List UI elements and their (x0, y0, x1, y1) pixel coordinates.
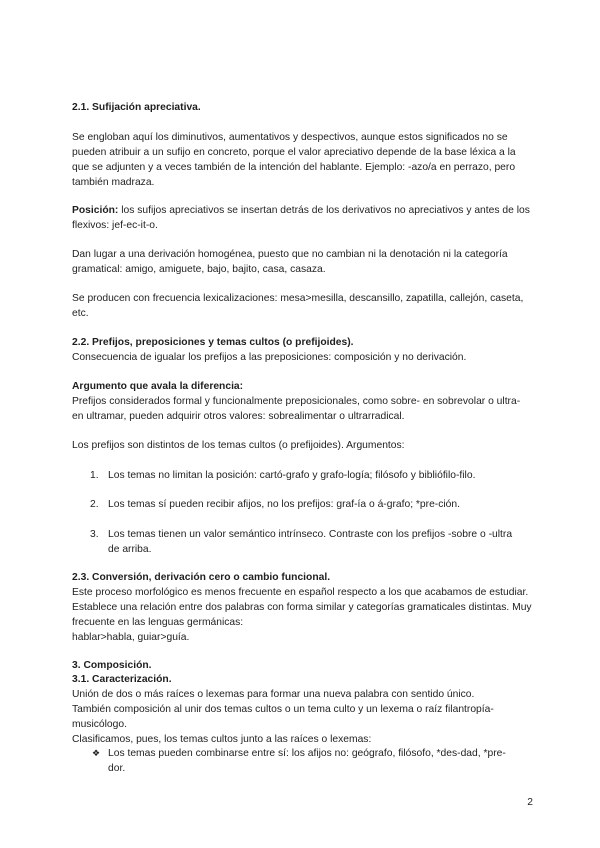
section-3-heading: 3. Composición. (72, 660, 152, 671)
section-2-1-paragraph-3 (72, 247, 534, 277)
section-2-3-text (72, 585, 534, 645)
list-text: Los temas sí pueden recibir afijos, no los prefijos: graf-ía o á-grafo; *pre-ción. (108, 499, 460, 510)
paragraph-text: Dan lugar a una derivación homogénea, puesto que no cambian ni la denotación ni la categoría gramatical: amigo, amiguete, bajo, bajito, casa, casaza. (72, 249, 508, 275)
argument-heading: Argumento que avala la diferencia: (72, 381, 244, 392)
list-number: 3. (90, 529, 99, 540)
page-number: 2 (527, 797, 533, 808)
section-2-2-paragraph-3: Los prefijos son distintos de los temas cultos (o prefijoides). Argumentos: (72, 440, 405, 451)
argument-text: Prefijos considerados formal y funcionalmente preposicionales, como sobre- en sobrevolar o ultra- en ultramar, pueden adquirir otros valores: sobrealimentar o ultrarradical. (72, 396, 521, 422)
section-2-1-heading: 2.1. Sufijación apreciativa. (72, 102, 201, 113)
diamond-bullet-icon: ❖ (92, 748, 101, 758)
section-2-3-heading: 2.3. Conversión, derivación cero o cambio funcional. (72, 572, 331, 583)
paragraph-text: Se producen con frecuencia lexicalizaciones: mesa>mesilla, descansillo, zapatilla, callejón, caseta, etc. (72, 293, 524, 319)
section-2-1-paragraph-1 (72, 130, 534, 190)
line: Clasificamos, pues, los temas cultos junto a las raíces o lexemas: (72, 734, 372, 745)
section-2-1-position-paragraph (72, 203, 534, 233)
section-2-2-heading: 2.2. Prefijos, preposiciones y temas cultos (o prefijoides). (72, 337, 354, 348)
line: Unión de dos o más raíces o lexemas para formar una nueva palabra con sentido único. (72, 689, 475, 700)
list-text: Los temas no limitan la posición: cartó-grafo y grafo-logía; filósofo y bibliófilo-filo. (108, 470, 476, 481)
position-label: Posición: (72, 205, 119, 216)
paragraph-text: Este proceso morfológico es menos frecuente en español respecto a los que acabamos de estudiar. Establece una relación entre dos palabras con forma similar y categorías gramaticales distintas. Muy frecuente en las lenguas germánicas: (72, 587, 532, 628)
paragraph-text: Se engloban aquí los diminutivos, aumentativos y despectivos, aunque estos significados no se pueden atribuir a un sufijo en concreto, porque el valor apreciativo depende de la base léxica a la que se adjunten y a veces también de la intención del hablante. Ejemplo: -azo/a en perrazo, pero también madraza. (72, 132, 516, 188)
section-3-1-text (72, 687, 534, 747)
position-text: los sufijos apreciativos se insertan detrás de los derivativos no apreciativos y antes de los flexivos: jef-ec-it-o. (72, 205, 530, 231)
paragraph-text (72, 203, 534, 233)
section-3-1-heading: 3.1. Caracterización. (72, 674, 172, 685)
section-2-1-paragraph-4 (72, 291, 534, 321)
list-number: 1. (90, 470, 99, 481)
section-2-2-paragraph-1: Consecuencia de igualar los prefijos a las preposiciones: composición y no derivación. (72, 352, 467, 363)
paragraph-example: hablar>habla, guiar>guía. (72, 632, 190, 643)
line: También composición al unir dos temas cultos o un tema culto y un lexema o raíz filantropía-musicólogo. (72, 704, 494, 730)
bullet-text: Los temas pueden combinarse entre sí: los afijos no: geógrafo, filósofo, *des-dad, *pre-dor. (108, 748, 506, 774)
list-text: Los temas tienen un valor semántico intrínseco. Contraste con los prefijos -sobre o -ultra de arriba. (108, 529, 513, 555)
list-number: 2. (90, 499, 99, 510)
